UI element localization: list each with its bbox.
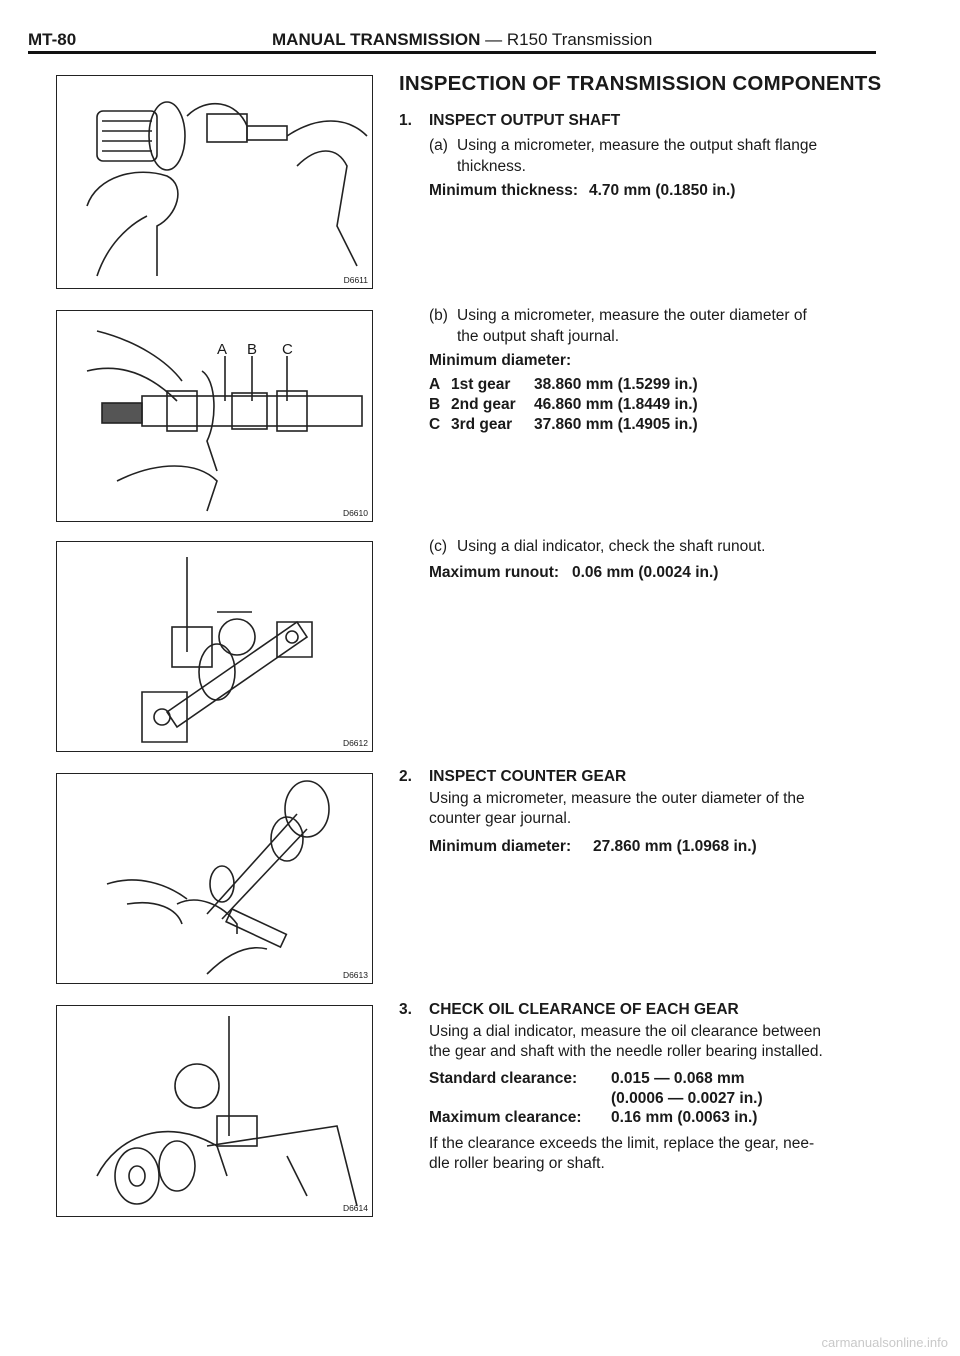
step-3-text-line1: Using a dial indicator, measure the oil clearance between: [429, 1023, 822, 1040]
step-1a-spec-label: Minimum thickness:: [429, 182, 578, 199]
header-rule: [28, 51, 876, 54]
step-1a-text-line2: thickness.: [457, 158, 526, 175]
step-1b-label: (b): [429, 307, 448, 324]
watermark-footer: carmanualsonline.info: [821, 1335, 948, 1350]
journal-row-gear: 2nd gear: [451, 396, 516, 413]
step-1-section: [399, 110, 889, 440]
figure-code: D6611: [343, 275, 368, 285]
step-1c-spec-value: 0.06 mm (0.0024 in.): [572, 564, 719, 581]
journal-row-letter: B: [429, 396, 441, 413]
micrometer-flange-illustration: [57, 76, 372, 288]
step-3-std-value-line1: 0.015 — 0.068 mm: [611, 1070, 745, 1087]
step-2-number: 2.: [399, 768, 412, 785]
header-title: [272, 30, 652, 50]
journal-row-gear: 1st gear: [451, 376, 511, 393]
step-2-heading: INSPECT COUNTER GEAR: [429, 768, 627, 785]
step-1-heading: INSPECT OUTPUT SHAFT: [429, 112, 621, 129]
journal-label-b: B: [247, 341, 258, 358]
step-1b-spec-label: Minimum diameter:: [429, 352, 572, 369]
step-3-note-line2: dle roller bearing or shaft.: [429, 1155, 605, 1172]
header-section: MANUAL TRANSMISSION: [272, 30, 481, 49]
figure-code: D6612: [342, 738, 368, 748]
step-1a-spec-value: 4.70 mm (0.1850 in.): [589, 182, 736, 199]
figure-output-shaft-journal: [56, 310, 373, 522]
oil-clearance-illustration: [57, 1006, 372, 1216]
figure-code: D6613: [342, 970, 368, 980]
step-1b-text-line1: Using a micrometer, measure the outer diameter of: [457, 307, 807, 324]
page-number: MT-80: [28, 30, 77, 49]
step-3-text-line2: the gear and shaft with the needle roller bearing installed.: [429, 1043, 823, 1060]
step-3-note-line1: If the clearance exceeds the limit, replace the gear, nee-: [429, 1135, 815, 1152]
step-3-max-value: 0.16 mm (0.0063 in.): [611, 1109, 758, 1126]
figure-code: D6610: [342, 508, 368, 518]
figure-shaft-runout: [56, 541, 373, 752]
step-2-text-line2: counter gear journal.: [429, 810, 572, 827]
step-3-heading: CHECK OIL CLEARANCE OF EACH GEAR: [429, 1001, 739, 1018]
page-title: INSPECTION OF TRANSMISSION COMPONENTS: [399, 72, 882, 95]
journal-label-c: C: [282, 341, 293, 358]
counter-gear-illustration: [57, 774, 372, 983]
journal-label-a: A: [217, 341, 228, 358]
step-1-number: 1.: [399, 112, 412, 129]
step-1c-text: Using a dial indicator, check the shaft runout.: [457, 538, 766, 555]
journal-row-value: 38.860 mm (1.5299 in.): [534, 376, 698, 393]
step-3-max-label: Maximum clearance:: [429, 1109, 582, 1126]
figure-counter-gear: [56, 773, 373, 984]
step-2-spec-label: Minimum diameter:: [429, 838, 572, 855]
shaft-runout-illustration: [57, 542, 372, 751]
journal-row-letter: C: [429, 416, 441, 433]
step-1c-spec-label: Maximum runout:: [429, 564, 560, 581]
header-subsection: — R150 Transmission: [485, 30, 653, 49]
journal-row-value: 46.860 mm (1.8449 in.): [534, 396, 698, 413]
step-1a-label: (a): [429, 137, 448, 154]
step-2-spec-value: 27.860 mm (1.0968 in.): [593, 838, 757, 855]
step-3-section: [399, 999, 889, 1199]
step-1a-text-line1: Using a micrometer, measure the output shaft flange: [457, 137, 818, 154]
journal-row-letter: A: [429, 376, 441, 393]
output-shaft-journal-illustration: [57, 311, 372, 521]
figure-oil-clearance: [56, 1005, 373, 1217]
step-3-number: 3.: [399, 1001, 412, 1018]
figure-code: D6614: [342, 1203, 368, 1213]
step-2-text-line1: Using a micrometer, measure the outer diameter of the: [429, 790, 805, 807]
step-1c-label: (c): [429, 538, 448, 555]
figure-output-shaft-flange: [56, 75, 373, 289]
step-3-std-label: Standard clearance:: [429, 1070, 578, 1087]
step-1b-text-line2: the output shaft journal.: [457, 328, 620, 345]
step-3-std-value-line2: (0.0006 — 0.0027 in.): [611, 1090, 763, 1107]
journal-row-gear: 3rd gear: [451, 416, 513, 433]
step-2-section: [399, 766, 889, 866]
step-1c-section: [399, 536, 889, 596]
journal-row-value: 37.860 mm (1.4905 in.): [534, 416, 698, 433]
